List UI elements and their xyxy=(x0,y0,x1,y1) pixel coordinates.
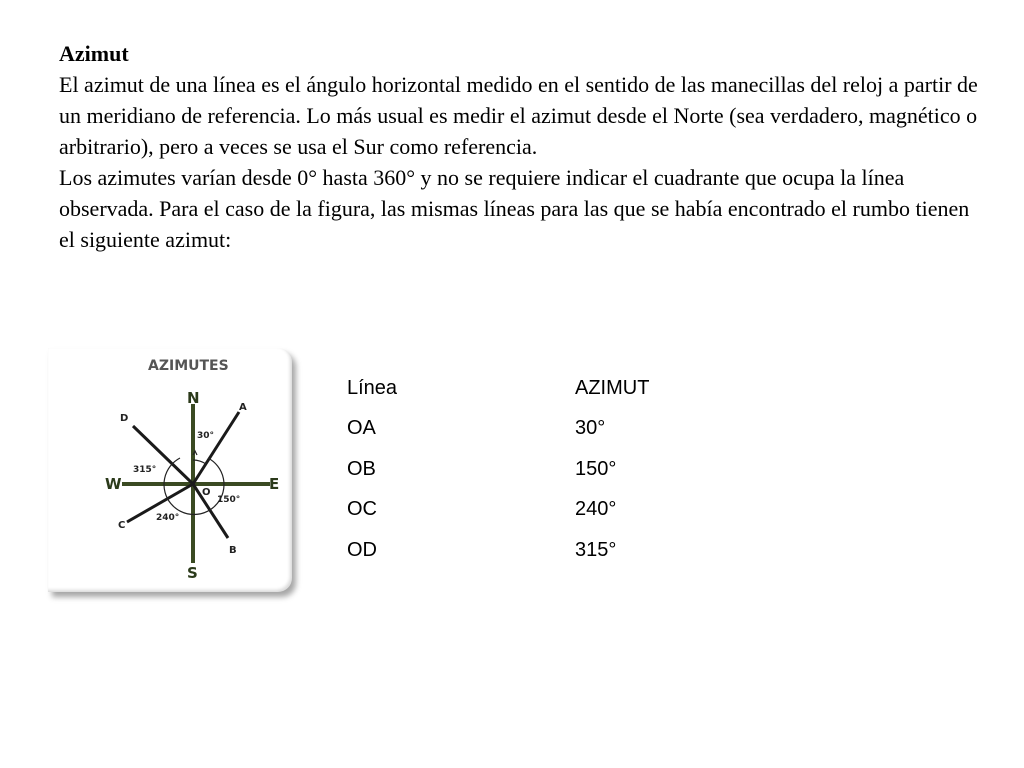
line-oa xyxy=(193,412,239,484)
angle-240: 240° xyxy=(156,513,180,523)
paragraph-1: El azimut de una línea es el ángulo horizontal medido en el sentido de las manecillas del reloj a partir de un meridiano de referencia. Lo más usual es medir el azimut desde el Norte (sea verdadero, magnético o arbitrario), pero a veces se usa el Sur como referencia. xyxy=(59,72,978,159)
azimuth-diagram xyxy=(48,348,292,592)
label-south: S xyxy=(187,564,198,582)
label-c: C xyxy=(118,520,126,531)
label-a: A xyxy=(239,402,247,413)
angle-315: 315° xyxy=(133,465,157,475)
cell-azimuth: 30° xyxy=(575,417,606,440)
label-origin: O xyxy=(202,487,211,498)
table-row xyxy=(347,490,649,531)
label-d: D xyxy=(120,413,129,424)
cell-line: OC xyxy=(347,498,377,521)
table-row xyxy=(347,409,649,450)
label-b: B xyxy=(229,545,237,556)
header-azimuth: AZIMUT xyxy=(575,376,650,399)
cell-line: OA xyxy=(347,417,376,440)
angle-150: 150° xyxy=(217,495,241,505)
angle-30: 30° xyxy=(197,431,215,441)
header-line: Línea xyxy=(347,376,398,399)
table-row xyxy=(347,530,649,571)
table-header-row xyxy=(347,368,649,409)
azimuth-figure xyxy=(48,348,292,592)
line-od xyxy=(133,426,193,484)
cell-azimuth: 240° xyxy=(575,498,617,521)
cell-line: OB xyxy=(347,457,376,480)
cell-azimuth: 315° xyxy=(575,538,617,561)
figure-title: AZIMUTES xyxy=(148,358,229,374)
cell-line: OD xyxy=(347,538,377,561)
paragraph-2: Los azimutes varían desde 0° hasta 360° y no se requiere indicar el cuadrante que ocupa la línea observada. Para el caso de la figura, las mismas líneas para las que se había encontrado el rumbo tienen el siguiente azimut: xyxy=(59,165,970,252)
label-east: E xyxy=(269,475,280,493)
text-block xyxy=(59,38,979,255)
azimuth-table xyxy=(347,368,649,571)
label-west: W xyxy=(105,475,122,493)
heading: Azimut xyxy=(59,41,129,66)
label-north: N xyxy=(187,389,200,407)
table-row xyxy=(347,449,649,490)
cell-azimuth: 150° xyxy=(575,457,617,480)
